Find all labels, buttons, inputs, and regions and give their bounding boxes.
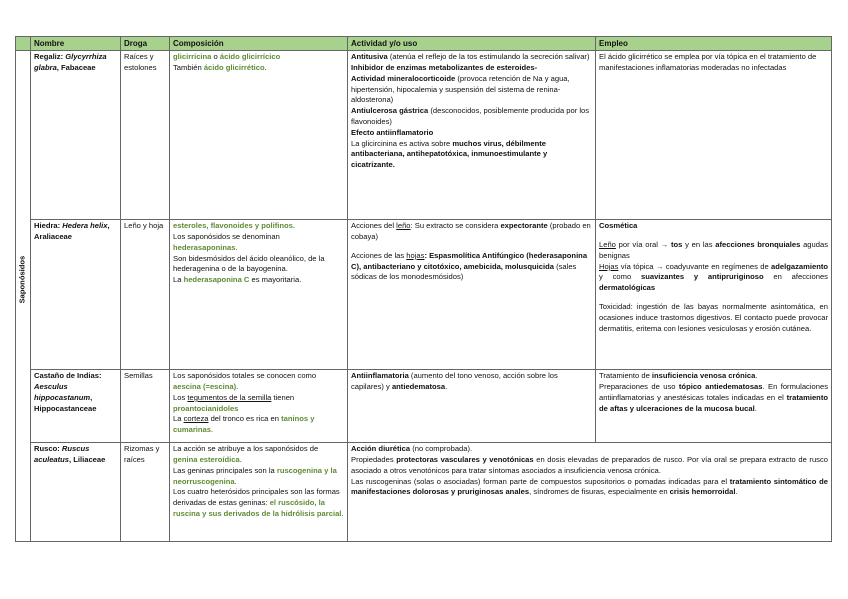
family-name: , Araliaceae [34,221,110,242]
group-label: Saponósidos [17,255,27,304]
activity-title: Efecto antiinflamatorio [351,127,434,137]
compound: hederasaponina C [183,275,250,285]
text: en dosis elevadas de preparados de rusco. Por vía oral se prepara extracto de rusco asociado a otros venotónicos para tratar síntomas asociados a insuficiencia venosa crónica. [351,455,828,475]
text: afecciones bronquiales [715,240,801,250]
actividad-cell: Antiinflamatoria (aumento del tono venoso, acción sobre los capilares) y antiedematosa. [348,370,596,443]
activity-title: crisis hemorroidal [669,487,736,497]
table-row-hiedra [16,220,832,370]
plant-name: Hiedra: [34,221,61,231]
text: (no comprobada). [410,444,473,454]
text: Hojas [599,261,619,271]
text: Las ruscogeninas (solas o asociadas) forman parte de compuestos supositorios o pomadas indicadas para el [351,476,730,486]
actividad-cell [348,220,596,370]
text: Los saponósidos totales se conocen como [173,371,317,381]
text: Los [173,392,188,402]
saponosidos-table [15,36,832,542]
text: es mayoritaria. [249,275,302,285]
compound: esteroles, flavonoides y polifinos. [173,221,295,231]
text: La acción se atribuye a los saponósidos de [173,444,319,454]
text: , síndromes de fisuras, especialmente en [529,487,670,497]
activity-title: Antiulcerosa gástrica [351,106,429,116]
text: . En formulaciones antiinflamatorias y anestésicas totales indicadas en el [599,382,828,402]
header-nombre: Nombre [31,37,121,51]
text: Las geninas principales son la [173,465,277,475]
latin-name: Glycyrrhiza glabra [34,52,107,73]
text: Los cuatro heterósidos principales son las formas derivadas de estas geninas: [173,487,340,508]
compound: el ruscósido, la ruscina y sus derivados de la hidrólisis parcial [173,498,342,519]
text: tienen [271,392,295,402]
composicion-cell: Los saponósidos totales se conocen como aescina (=escina). Los tegumentos de la semilla tienen proantocianidoles La corteza del tronco es rica en taninos y cumarinas. [170,370,348,443]
text: o [211,52,220,62]
droga-cell: Raíces y estolones [121,51,170,220]
compound: ácido glicirrético [203,63,265,73]
text: Preparaciones de uso [599,382,679,392]
nombre-cell [31,220,121,370]
table-row-regaliz [16,51,832,220]
text: (probado en cobaya) [351,221,591,242]
text: del tronco es rica en [208,414,282,424]
activity-title: tratamiento sintomático de manifestaciones dolorosas y pruriginosas anales [351,476,828,497]
activity-title: Actividad mineralocorticoide [351,73,456,83]
text: y como [599,272,641,282]
text: y en las [682,240,716,250]
header-droga: Droga [121,37,170,51]
header-row [16,37,832,51]
empleo-title: Cosmética [599,221,638,231]
text: Propiedades [351,455,397,465]
text: hojas [406,250,425,260]
compound: ácido glicirrícico [219,52,281,62]
text: (sales sódicas de los monodesmósidos) [351,261,577,282]
latin-name: Hedera helix [62,221,108,231]
text: Toxicidad: ingestión de las bayas normalmente asintomática, en ocasiones induce trastornos digestivos. El contacto puede provocar dermatitis, eritema con lesiones vesiculosas y erosión cutánea. [599,302,828,333]
nombre-cell [31,370,121,443]
empleo-cell: El ácido glicirrético se emplea por vía tópica en el tratamiento de manifestaciones inflamatorias moderadas no infectadas [596,51,832,220]
table-row-rusco [16,443,832,542]
text: La [173,414,184,424]
text: tegumentos de la semilla [187,392,272,402]
header-empleo: Empleo [596,37,832,51]
compound: taninos y cumarinas [173,414,315,435]
header-composicion: Composición [170,37,348,51]
nombre-cell [31,443,121,542]
composicion-cell: La acción se atribuye a los saponósidos de genina esteroídica. Las geninas principales son la ruscogenina y la neorruscogenina. Los cuatro heterósidos principales son las formas derivadas de estas geninas: el ruscósido, la ruscina y sus derivados de la hidrólisis parcial. [170,443,348,542]
activity-title: antiedematosa [391,382,446,392]
text: Leño [599,240,616,250]
droga-cell: Rizomas y raíces [121,443,170,542]
text: por vía oral → [615,240,671,250]
family-name: , Hippocastanceae [34,392,97,413]
actividad-empleo-cell [348,443,832,542]
plant-name: Rusco: [34,444,60,454]
text: También [173,63,204,73]
composicion-cell: glicirricina o ácido glicirrícico También ácido glicirrético. [170,51,348,220]
compound: genina esteroídica [173,455,240,465]
compound: hederasaponinas [173,242,236,252]
text: Son bidesmósidos del ácido oleanólico, de la hederagenina o de la bayogenina. [173,253,325,274]
activity-title: Inhibidor de enzimas metabolizantes de esteroides- [351,63,538,73]
text: Acciones de las [351,250,407,260]
activity-title: : Espasmolítica Antifúngico (hederasaponina C), antibacteriano y citotóxico, amebicida, molusquicida [351,250,588,271]
text: insuficiencia venosa crónica [651,371,756,381]
text: La glicircinina es activa sobre [351,138,453,148]
text: : Su extracto se considera [410,221,501,231]
table-row-castano [16,370,832,443]
latin-name: Aesculus hippocastanum [34,382,91,402]
header-actividad: Actividad y/o uso [348,37,596,51]
activity-title: protectoras vasculares y venotónicas [396,455,534,465]
activity-title: expectorante [500,221,548,231]
activity-title: Antitusiva [351,52,388,62]
compound: aescina (=escina) [173,382,237,392]
group-cell [16,51,31,542]
text: leño [396,221,411,231]
text: (desconocidos, posiblemente producida por los flavonoides) [351,106,590,127]
text: corteza [183,414,209,424]
text: (aumento del tono venoso, acción sobre los capilares) y [351,371,558,392]
text: La [173,275,184,285]
text: (atenúa el reflejo de la tos estimulando la secreción salivar) [387,52,590,62]
compound: proantocianidoles [173,403,239,413]
actividad-cell [348,51,596,220]
latin-name: Ruscus aculeatus [34,444,90,465]
text: Los saponósidos se denominan [173,232,280,242]
text: agudas benignas [599,240,828,260]
family-name: , Liliaceae [69,455,106,465]
text: vía tópica → coadyuvante en regímenes de [618,261,772,271]
header-blank [16,37,31,51]
compound: ruscogenina y la neorruscogenina [173,465,337,486]
nombre-cell [31,51,121,220]
text: tos [670,240,683,250]
text: tratamiento de aftas y ulceraciones de la mucosa bucal [599,392,828,413]
text: suavizantes y antipruriginoso [641,272,764,282]
text: dermatológicas [599,283,656,293]
empleo-cell: Tratamiento de insuficiencia venosa crónica. Preparaciones de uso tópico antiedematosas. En formulaciones antiinflamatorias y anestésicas totales indicadas en el tratamiento de aftas y ulceraciones de la mucosa bucal. [596,370,832,443]
text: tópico antiedematosas [678,382,763,392]
droga-cell: Leño y hoja [121,220,170,370]
text: Acciones del [351,221,397,231]
droga-cell: Semillas [121,370,170,443]
text: en afecciones [763,272,828,282]
family-name: , Fabaceae [56,63,96,73]
activity-title: Acción diurética [351,444,411,454]
text: (provoca retención de Na y agua, hipertensión, hipocalemia y suspensión del sistema de renina-aldosterona) [351,73,570,105]
text: Tratamiento de [599,371,652,381]
activity-title: Antiinflamatoria [351,371,409,381]
text: . [735,487,738,497]
text: adelgazamiento [771,261,828,271]
composicion-cell: esteroles, flavonoides y polifinos. Los saponósidos se denominan hederasaponinas. Son bidesmósidos del ácido oleanólico, de la hederagenina o de la bayogenina. La hederasaponina C es mayoritaria. [170,220,348,370]
compound: glicirricina [173,52,212,62]
plant-name: Regaliz: [34,52,64,62]
activity-title: muchos virus, débilmente antibacteriana, antihepatotóxica, inmunoestimulante y cicatrizante. [351,138,548,170]
empleo-cell [596,220,832,370]
plant-name: Castaño de Indias: [34,371,102,381]
